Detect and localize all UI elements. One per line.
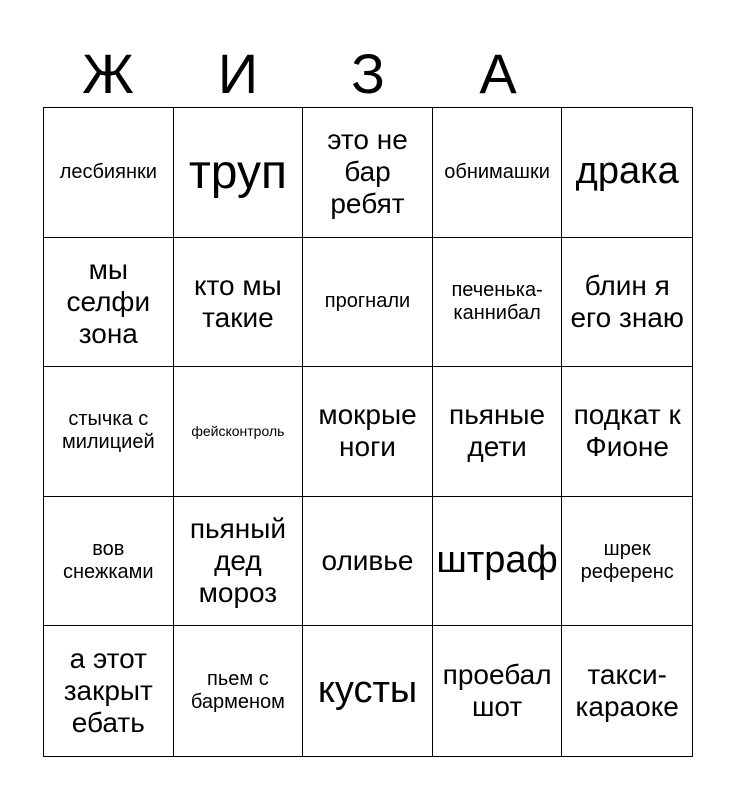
bingo-cell[interactable]: такси-караоке bbox=[575, 659, 679, 723]
bingo-cell[interactable]: а этот закрыт ебать bbox=[44, 626, 174, 756]
bingo-cell[interactable]: мы селфи зона bbox=[44, 238, 174, 368]
bingo-board bbox=[43, 107, 693, 757]
bingo-cell[interactable]: шрек референс bbox=[562, 497, 692, 627]
bingo-cell[interactable]: подкат к Фионе bbox=[562, 367, 692, 497]
bingo-cell[interactable]: труп bbox=[174, 108, 304, 238]
bingo-cell[interactable]: блин я его знаю bbox=[562, 238, 692, 368]
bingo-cell[interactable]: это не бар ребят bbox=[303, 108, 433, 238]
bingo-cell[interactable]: лесбиянки bbox=[44, 108, 174, 238]
header-letter-3: З bbox=[351, 42, 385, 105]
bingo-cell[interactable]: вов снежками bbox=[44, 497, 174, 627]
bingo-cell[interactable]: фейсконтроль bbox=[174, 367, 304, 497]
bingo-cell[interactable]: стычка с милицией bbox=[44, 367, 174, 497]
bingo-cell[interactable]: прогнали bbox=[303, 238, 433, 368]
bingo-cell[interactable]: печенька-каннибал bbox=[433, 238, 563, 368]
header-letter-4: А bbox=[479, 42, 517, 105]
header-letter-1: Ж bbox=[82, 42, 134, 105]
header-letter-2: И bbox=[217, 42, 259, 105]
header-letter-5 bbox=[563, 40, 693, 108]
bingo-cell[interactable]: пьяные дети bbox=[433, 367, 563, 497]
bingo-cell[interactable]: штраф bbox=[433, 497, 563, 627]
bingo-cell[interactable]: драка bbox=[562, 108, 692, 238]
bingo-cell[interactable]: пьем с барменом bbox=[174, 626, 304, 756]
bingo-cell[interactable]: мокрые ноги bbox=[303, 367, 433, 497]
bingo-cell[interactable]: обнимашки bbox=[433, 108, 563, 238]
bingo-cell[interactable]: оливье bbox=[303, 497, 433, 627]
bingo-cell[interactable]: кто мы такие bbox=[174, 238, 304, 368]
bingo-header bbox=[43, 40, 693, 108]
bingo-cell[interactable]: пьяный дед мороз bbox=[174, 497, 304, 627]
bingo-cell[interactable]: кусты bbox=[303, 626, 433, 756]
bingo-cell[interactable]: проебал шот bbox=[433, 626, 563, 756]
